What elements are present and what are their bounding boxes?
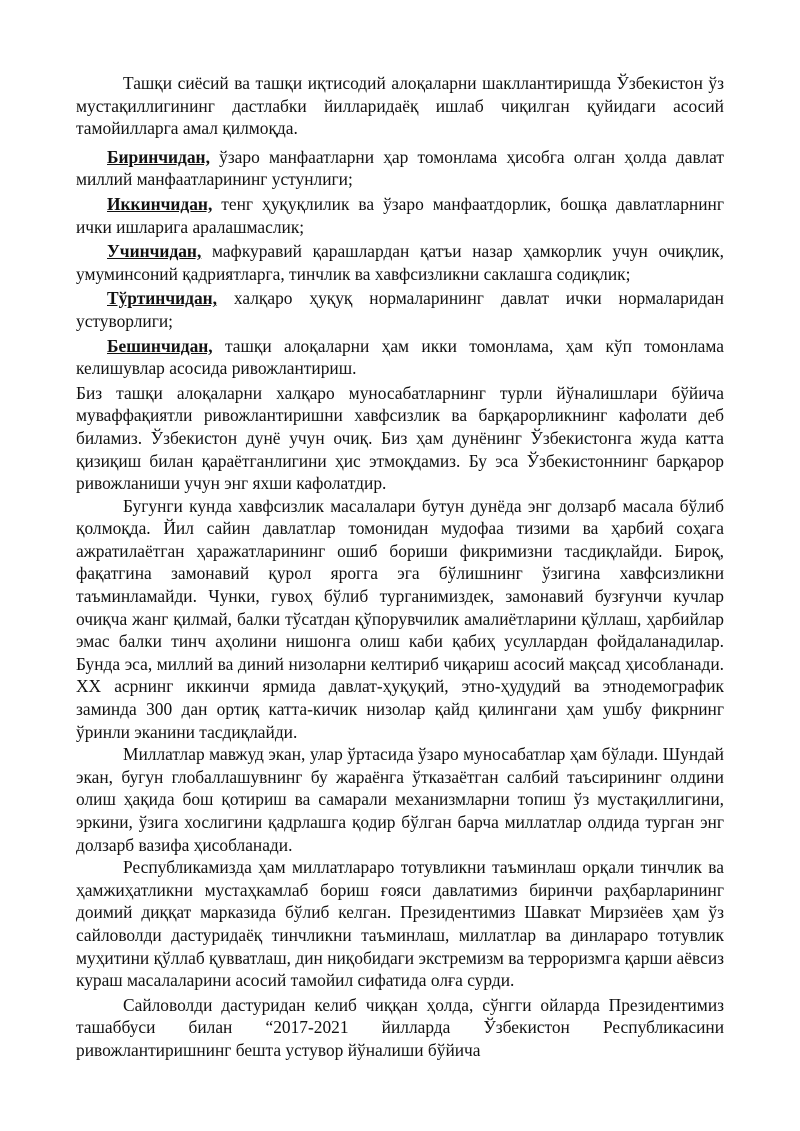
- principle-text: халқаро ҳуқуқ нормаларининг давлат ички нормаларидан устуворлиги;: [76, 288, 724, 331]
- body-paragraph: Сайловолди дастуридан келиб чиққан ҳолда, сўнгги ойларда Президентимиз ташаббуси билан “2017-2021 йилларда Ўзбекистон Республикасини ривожлантиришнинг бешта устувор йўналиши бўйича: [76, 994, 724, 1060]
- principle-item: [76, 335, 724, 380]
- body-paragraph: Бугунги кунда хавфсизлик масалалари бутун дунёда энг долзарб масала бўлиб қолмоқда. Йил сайин давлатлар томонидан мудофаа тизими ва ҳарбий соҳага ажратилаётган ҳаражатларининг ошиб бориши фикримизни тасдиқлайди. Бироқ, фақатгина замонавий қурол ярогга эга бўлишнинг ўзигина хавфсизликни таъминламайди. Чунки, гувоҳ бўлиб турганимиздек, замонавий бузғунчи кучлар очиқча жанг қилмай, балки тўсатдан қўпорувчилик амалиётларини қўллаш, ҳарбийлар эмас балки тинч аҳолини нишонга олиш каби қабиҳ усуллардан фойдаланадилар. Бунда эса, миллий ва диний низоларни келтириб чиқариш асосий мақсад ҳисобланади. ХХ асрнинг иккинчи ярмида давлат-ҳуқуқий, этно-ҳудудий ва этнодемографик заминда 300 дан ортиқ катта-кичик низолар қайд қилингани ҳам ушбу фикрнинг ўринли эканини тасдиқлайди.: [76, 495, 724, 742]
- principle-lead: Учинчидан,: [107, 241, 202, 262]
- principle-lead: Иккинчидан,: [107, 193, 213, 214]
- body-paragraph: Республикамизда ҳам миллатлараро тотувликни таъминлаш орқали тинчлик ва ҳамжиҳатликни мустаҳкамлаб бориш ғояси давлатимиз биринчи раҳбарларининг доимий диққат марказида бўлиб келган. Президентимиз Шавкат Мирзиёев ҳам ўз сайловолди дастуридаёқ тинчликни таъминлаш, миллатлар ва динлараро тотувлик муҳитини қўллаб қувватлаш, дин ниқобидаги экстремизм ва терроризмга қарши аёвсиз кураш масалаларини асосий тамойил сифатида олға сурди.: [76, 857, 724, 991]
- principle-text: тенг ҳуқуқлилик ва ўзаро манфаатдорлик, бошқа давлатларнинг ички ишларига аралашмаслик;: [76, 193, 724, 237]
- principle-item: [76, 287, 724, 332]
- principle-item: [76, 240, 724, 285]
- document-page: [76, 72, 724, 1062]
- body-paragraph: Биз ташқи алоқаларни халқаро муносабатларнинг турли йўналишлари бўйича муваффақиятли ривожлантиришни хавфсизлик ва барқарорликнинг кафолати деб биламиз. Ўзбекистон дунё учун очиқ. Биз ҳам дунёнинг Ўзбекистонга жуда катта қизиқиш билан қараётганлигини ҳис этмоқдамиз. Бу эса Ўзбекистоннинг барқарор ривожланиши учун энг яхши кафолатдир.: [76, 382, 724, 494]
- principle-text: мафкуравий қарашлардан қатъи назар ҳамкорлик учун очиқлик, умуминсоний қадриятларга, тинчлик ва хавфсизликни саклашга содиқлик;: [76, 241, 724, 284]
- body-paragraph: Миллатлар мавжуд экан, улар ўртасида ўзаро муносабатлар ҳам бўлади. Шундай экан, бугун глобаллашувнинг бу жараёнга ўтказаётган салбий таъсирининг олдини олиш ҳақида бош қотириш ва самарали механизмларни топиш ўз мустақиллигини, эркини, ўзига хослигини қадрлашга қодир бўлган барча миллатлар олдида турган энг долзарб вазифа ҳисобланади.: [76, 744, 724, 855]
- principle-text: ташқи алоқаларни ҳам икки томонлама, ҳам кўп томонлама келишувлар асосида ривожлантириш.: [76, 335, 724, 379]
- principle-lead: Тўртинчидан,: [107, 288, 218, 309]
- principles-list: [76, 146, 724, 380]
- principle-lead: Бешинчидан,: [107, 335, 213, 356]
- principle-lead: Биринчидан,: [107, 146, 210, 167]
- principle-item: [76, 146, 724, 191]
- principle-item: [76, 193, 724, 238]
- principle-text: ўзаро манфаатларни ҳар томонлама ҳисобга олган ҳолда давлат миллий манфаатларининг устунлиги;: [76, 146, 724, 190]
- intro-paragraph: Ташқи сиёсий ва ташқи иқтисодий алоқаларни шакллантиришда Ўзбекистон ўз мустақиллигининг дастлабки йилларидаёқ ишлаб чиқилган қуйидаги асосий тамойилларга амал қилмоқда.: [76, 73, 724, 139]
